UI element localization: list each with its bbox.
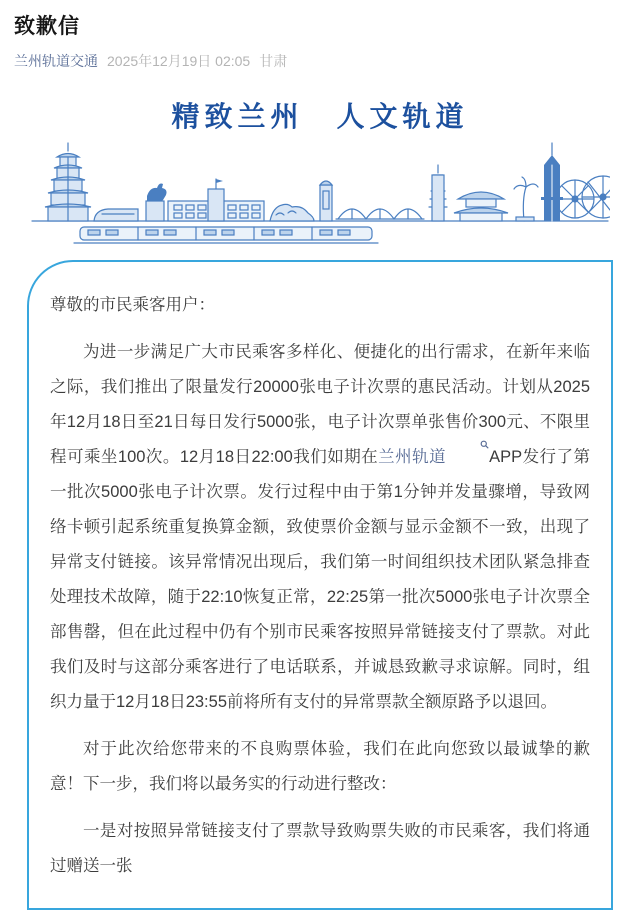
publish-datetime: 2025年12月19日 02:05: [107, 53, 251, 70]
classic-building-icon: [168, 179, 264, 221]
link-text: 兰州轨道: [378, 448, 447, 467]
bullet-train-icon: [94, 209, 138, 221]
lanzhou-rail-app-link[interactable]: [378, 448, 489, 466]
horse-statue-icon: [146, 184, 167, 222]
article-header: [0, 0, 640, 71]
page-title: 致歉信: [14, 15, 80, 38]
plant-sculpture-icon: [514, 177, 538, 221]
monument-tower-icon: [320, 181, 332, 221]
bridge-arches-icon: [336, 209, 424, 219]
letter-salutation: 尊敬的市民乘客用户：: [50, 296, 215, 315]
search-icon: [447, 440, 489, 449]
apology-letter-card: [27, 260, 613, 910]
paragraph-text: APP发行了第一批次5000张电子计次票。发行过程中由于第1分钟并发量骤增，导致网络卡顿引起系统重复换算金额，致使票价金额与显示金额不一致，出现了异常支付链接。该异常情况出现后，我们第一时间组织技术团队紧急排查处理技术故障，随于22:10恢复正常，22:25第一批次5000张电子计次票全部售罄，但在此过程中仍有个别市民乘客按照异常链接支付了票款。对此我们及时与这部分乘客进行了电话联系，并诚恳致歉寻求谅解。同时，组织力量于12月18日23:55前将所有支付的异常票款全额原路予以退回。: [50, 448, 591, 711]
source-account-link[interactable]: 兰州轨道交通: [14, 53, 98, 70]
slim-pagoda-icon: [429, 165, 447, 221]
letter-paragraph-1: [50, 335, 590, 720]
river-mother-sculpture-icon: [270, 205, 314, 222]
byline: [14, 51, 626, 71]
pagoda-tower-icon: [45, 143, 91, 221]
ferris-wheel-icon: [556, 176, 610, 218]
publish-location: 甘肃: [259, 53, 288, 70]
metro-train-icon: [74, 227, 378, 243]
paragraph-text: 为进一步满足广大市民乘客多样化、便捷化的出行需求，在新年来临之际，我们推出了限量发行20000张电子计次票的惠民活动。计划从2025年12月18日至21日每日发行5000张，电子计次票单张售价300元、不限里程可乘坐100次。12月18日22:00我们如期在: [50, 343, 590, 467]
banner-slogan: 精致兰州 人文轨道: [171, 102, 469, 134]
letter-paragraph-2: 对于此次给您带来的不良购票体验，我们在此向您致以最诚挚的歉意！下一步，我们将以最务实的行动进行整改：: [50, 739, 590, 793]
letterhead-banner: [0, 95, 640, 245]
lanzhou-skyline-illustration: [30, 141, 610, 245]
temple-icon: [454, 192, 508, 221]
letter-paragraph-3: 一是对按照异常链接支付了票款导致购票失败的市民乘客，我们将通过赠送一张: [50, 821, 590, 875]
